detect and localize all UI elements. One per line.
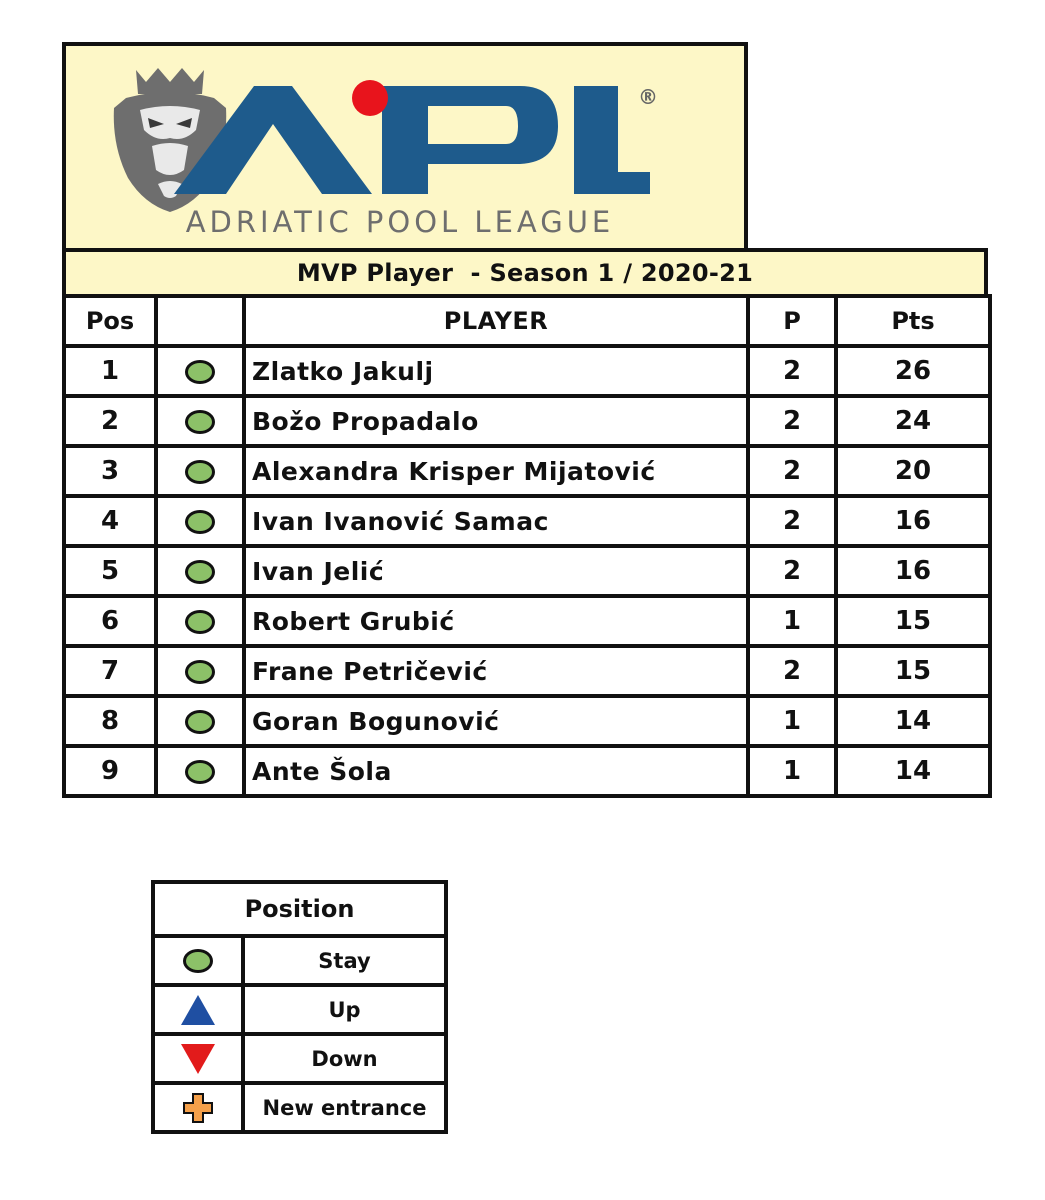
red-down-triangle-icon <box>181 1044 215 1074</box>
legend-item <box>153 1034 446 1083</box>
row-played: 1 <box>748 746 836 796</box>
table-row <box>64 346 990 396</box>
row-played: 2 <box>748 396 836 446</box>
header-indicator <box>156 296 244 346</box>
row-played: 1 <box>748 696 836 746</box>
green-circle-icon <box>185 460 215 484</box>
row-played: 1 <box>748 596 836 646</box>
row-points: 16 <box>836 546 990 596</box>
legend-item <box>153 1083 446 1132</box>
legend-item <box>153 985 446 1034</box>
row-points: 20 <box>836 446 990 496</box>
row-player: Alexandra Krisper Mijatović <box>244 446 748 496</box>
row-player: Božo Propadalo <box>244 396 748 446</box>
legend-item <box>153 936 446 985</box>
row-played: 2 <box>748 646 836 696</box>
table-row <box>64 596 990 646</box>
row-points: 14 <box>836 696 990 746</box>
row-player: Goran Bogunović <box>244 696 748 746</box>
legend-label: Stay <box>243 936 446 985</box>
row-indicator <box>156 696 244 746</box>
row-points: 15 <box>836 646 990 696</box>
table-row <box>64 746 990 796</box>
green-circle-icon <box>185 510 215 534</box>
row-player: Zlatko Jakulj <box>244 346 748 396</box>
row-points: 16 <box>836 496 990 546</box>
header-player: PLAYER <box>244 296 748 346</box>
row-player: Robert Grubić <box>244 596 748 646</box>
row-points: 14 <box>836 746 990 796</box>
row-indicator <box>156 446 244 496</box>
blue-up-triangle-icon <box>181 995 215 1025</box>
row-player: Ivan Jelić <box>244 546 748 596</box>
row-indicator <box>156 346 244 396</box>
table-row <box>64 446 990 496</box>
row-pos: 9 <box>64 746 156 796</box>
row-played: 2 <box>748 346 836 396</box>
legend-icon-cell <box>153 936 243 985</box>
row-pos: 7 <box>64 646 156 696</box>
table-row <box>64 546 990 596</box>
row-indicator <box>156 496 244 546</box>
green-circle-icon <box>185 610 215 634</box>
row-indicator <box>156 746 244 796</box>
row-points: 15 <box>836 596 990 646</box>
row-played: 2 <box>748 546 836 596</box>
row-indicator <box>156 396 244 446</box>
row-player: Ivan Ivanović Samac <box>244 496 748 546</box>
row-points: 24 <box>836 396 990 446</box>
green-circle-icon <box>185 660 215 684</box>
green-circle-icon <box>185 710 215 734</box>
legend-icon-cell <box>153 1083 243 1132</box>
green-circle-icon <box>185 560 215 584</box>
header-played: P <box>748 296 836 346</box>
legend-label: New entrance <box>243 1083 446 1132</box>
apl-logo <box>66 46 744 254</box>
table-row <box>64 496 990 546</box>
table-row <box>64 396 990 446</box>
row-played: 2 <box>748 446 836 496</box>
table-header-row <box>64 296 990 346</box>
legend-icon-cell <box>153 1034 243 1083</box>
row-indicator <box>156 646 244 696</box>
position-legend <box>151 880 448 1134</box>
logo-tagline: ADRIATIC POOL LEAGUE <box>185 205 615 239</box>
legend-label: Up <box>243 985 446 1034</box>
legend-header-row <box>153 882 446 936</box>
row-pos: 4 <box>64 496 156 546</box>
row-player: Frane Petričević <box>244 646 748 696</box>
row-pos: 8 <box>64 696 156 746</box>
legend-icon-cell <box>153 985 243 1034</box>
row-player: Ante Šola <box>244 746 748 796</box>
standings-title <box>62 248 988 298</box>
legend-title: Position <box>153 882 446 936</box>
standings-table <box>62 294 992 798</box>
green-circle-icon <box>185 410 215 434</box>
row-pos: 5 <box>64 546 156 596</box>
green-circle-icon <box>185 360 215 384</box>
row-pos: 3 <box>64 446 156 496</box>
row-pos: 6 <box>64 596 156 646</box>
table-row <box>64 696 990 746</box>
table-row <box>64 646 990 696</box>
header-pos: Pos <box>64 296 156 346</box>
red-ball-icon <box>352 80 388 116</box>
registered-mark: ® <box>638 85 658 109</box>
green-circle-icon <box>185 760 215 784</box>
row-played: 2 <box>748 496 836 546</box>
row-pos: 1 <box>64 346 156 396</box>
row-indicator <box>156 546 244 596</box>
row-indicator <box>156 596 244 646</box>
header-points: Pts <box>836 296 990 346</box>
logo-panel <box>62 42 748 254</box>
subtitle-text: MVP Player - Season 1 / 2020-21 <box>296 259 754 287</box>
orange-plus-icon <box>182 1092 214 1124</box>
row-pos: 2 <box>64 396 156 446</box>
row-points: 26 <box>836 346 990 396</box>
legend-label: Down <box>243 1034 446 1083</box>
logo-letter-p <box>382 86 558 194</box>
green-circle-icon <box>183 949 213 973</box>
